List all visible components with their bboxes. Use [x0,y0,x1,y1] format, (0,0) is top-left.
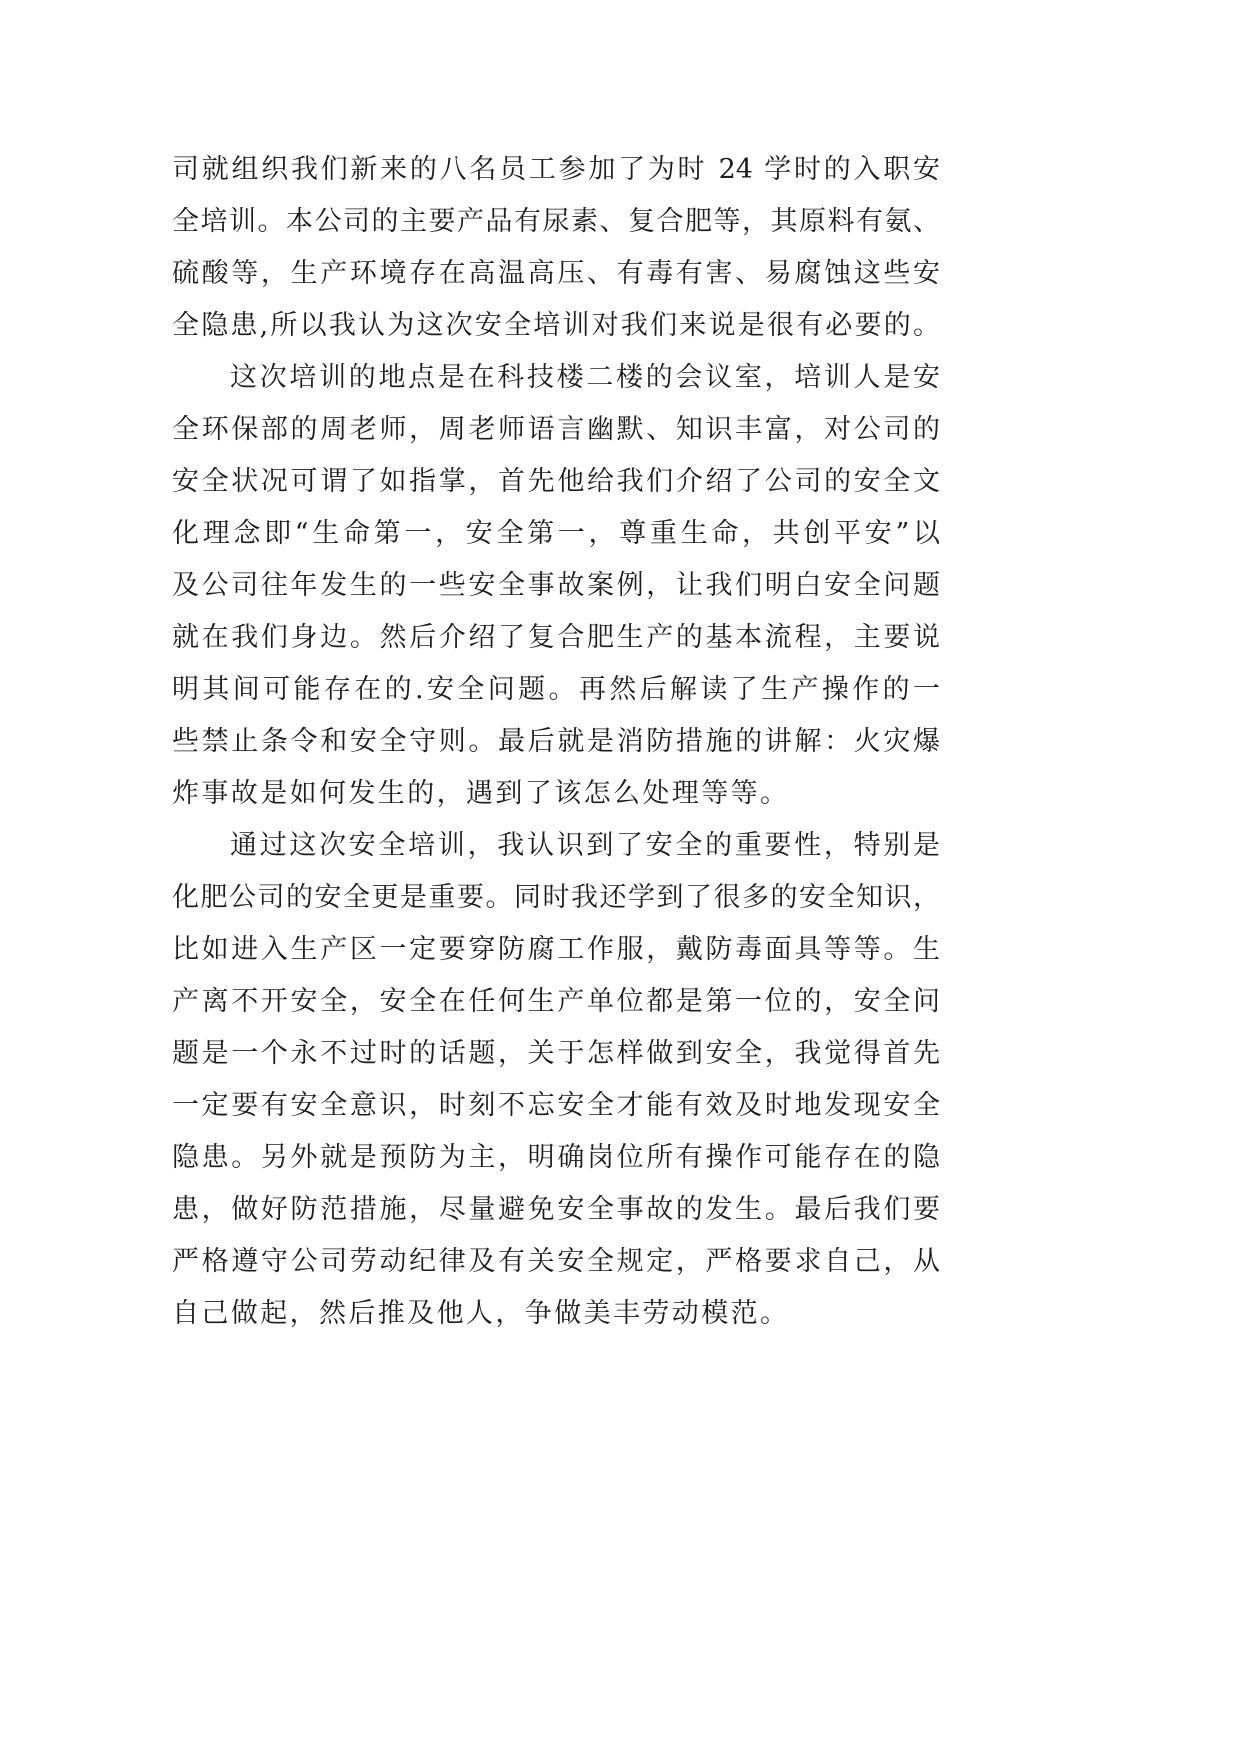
text-line: 一定要有安全意识，时刻不忘安全才能有效及时地发现安全 [172,1090,940,1121]
text-line: 全环保部的周老师，周老师语言幽默、知识丰富，对公司的 [172,414,940,445]
paragraph-3 [172,820,940,1340]
text-line: 产离不开安全，安全在任何生产单位都是第一位的，安全问 [172,986,940,1017]
text-line: 安全状况可谓了如指掌，首先他给我们介绍了公司的安全文 [172,466,940,497]
text-line: 及公司往年发生的一些安全事故案例，让我们明白安全问题 [172,570,940,601]
text-line: 些禁止条令和安全守则。最后就是消防措施的讲解：火灾爆 [172,726,940,757]
text-line: 比如进入生产区一定要穿防腐工作服，戴防毒面具等等。生 [172,934,940,965]
text-line: 明其间可能存在的.安全问题。再然后解读了生产操作的一 [172,674,940,705]
text-line: 化肥公司的安全更是重要。同时我还学到了很多的安全知识， [172,882,940,913]
text-line: 这次培训的地点是在科技楼二楼的会议室，培训人是安 [230,362,940,393]
document-body [172,144,940,1340]
text-line: 就在我们身边。然后介绍了复合肥生产的基本流程，主要说 [172,622,940,653]
text-line: 严格遵守公司劳动纪律及有关安全规定，严格要求自己，从 [172,1246,940,1277]
text-line: 司就组织我们新来的八名员工参加了为时 24 学时的入职安 [172,154,940,185]
text-line: 题是一个永不过时的话题，关于怎样做到安全，我觉得首先 [172,1038,940,1069]
text-line: 全隐患,所以我认为这次安全培训对我们来说是很有必要的。 [172,310,940,341]
text-line: 通过这次安全培训，我认识到了安全的重要性，特别是 [230,830,940,861]
paragraph-1 [172,144,940,352]
text-line: 全培训。本公司的主要产品有尿素、复合肥等，其原料有氨、 [172,206,940,237]
text-line: 自己做起，然后推及他人，争做美丰劳动模范。 [172,1298,790,1329]
text-line: 炸事故是如何发生的，遇到了该怎么处理等等。 [172,778,790,809]
paragraph-2 [172,352,940,820]
text-line: 隐患。另外就是预防为主，明确岗位所有操作可能存在的隐 [172,1142,940,1173]
text-line: 硫酸等，生产环境存在高温高压、有毒有害、易腐蚀这些安 [172,258,940,289]
text-line: 患，做好防范措施，尽量避免安全事故的发生。最后我们要 [172,1194,940,1225]
text-line: 化理念即“生命第一，安全第一，尊重生命，共创平安”以 [172,518,940,549]
